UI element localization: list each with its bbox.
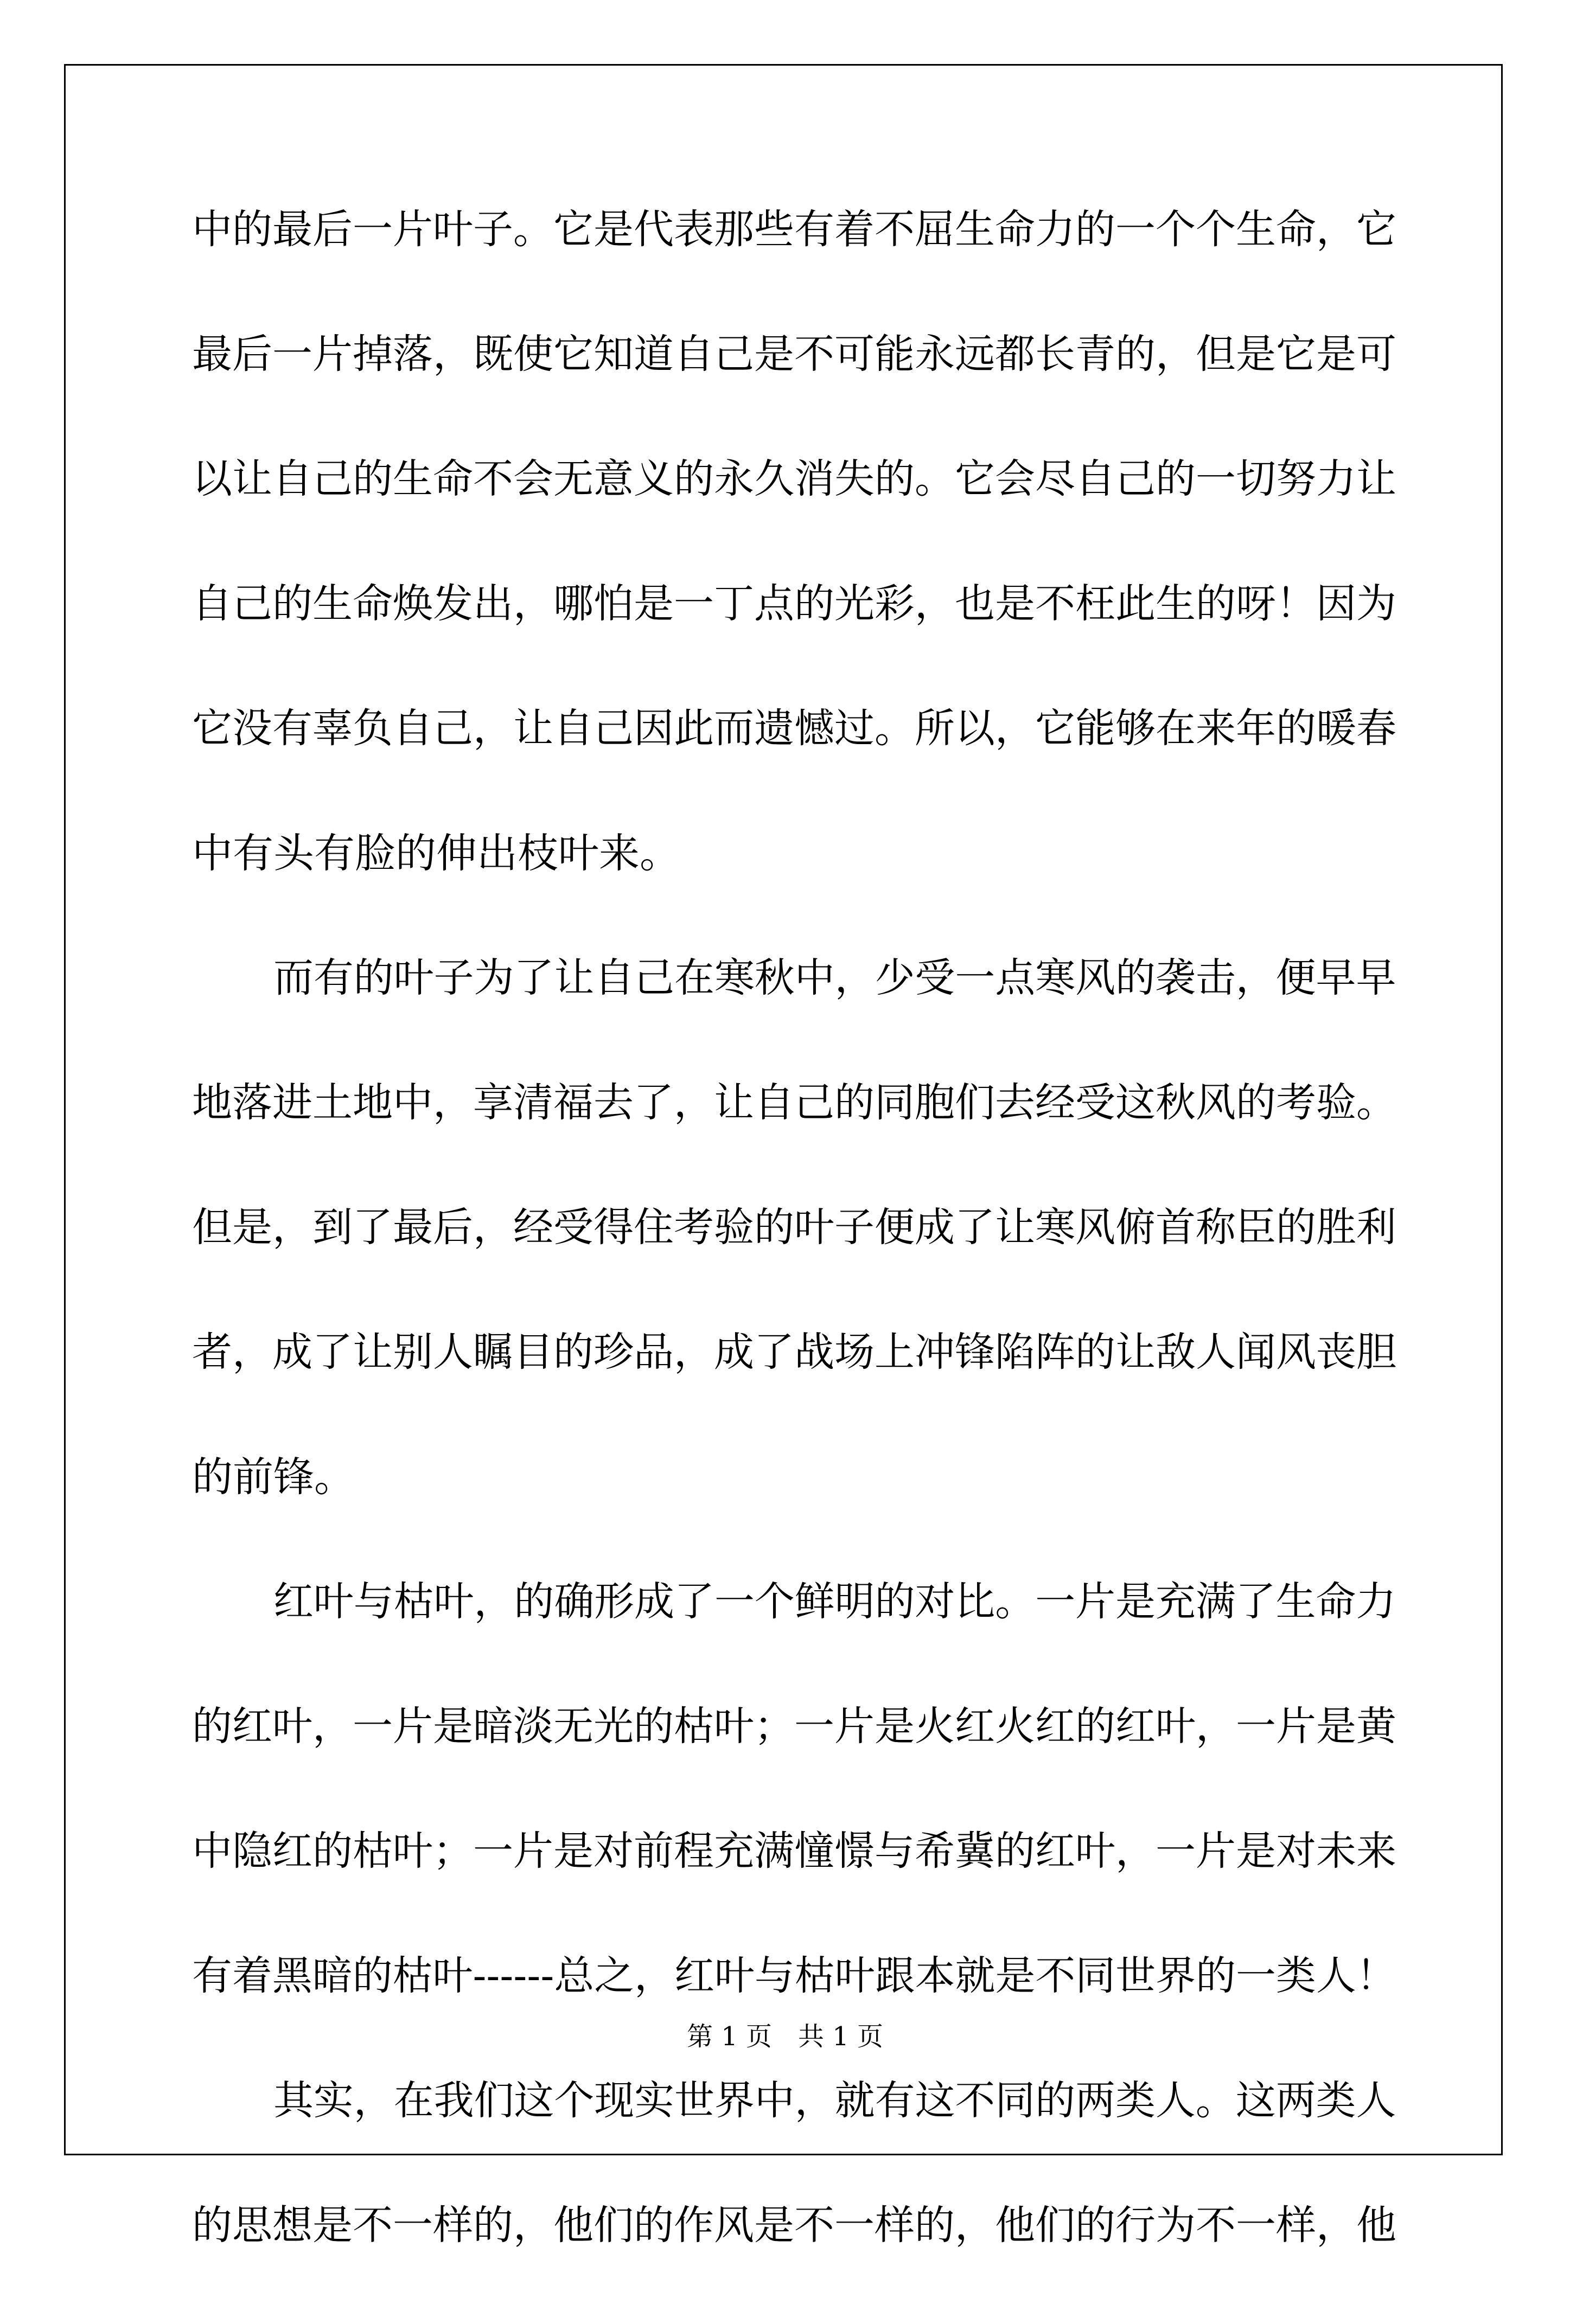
- page-footer: [0, 2020, 1570, 2053]
- text-line: 以让自己的生命不会无意义的永久消失的。它会尽自己的一切努力让: [192, 456, 1396, 502]
- text-line: 者，成了让别人瞩目的珍品，成了战场上冲锋陷阵的让敌人闻风丧胆: [192, 1329, 1396, 1375]
- paragraph-first-line: 红叶与枯叶，的确形成了一个鲜明的对比。一片是充满了生命力: [273, 1578, 1396, 1625]
- page-number-label: 第 1 页 共 1 页: [686, 2021, 884, 2052]
- text-line: 的前锋。: [192, 1453, 355, 1501]
- text-line: 的思想是不一样的，他们的作风是不一样的，他们的行为不一样，他: [192, 2202, 1396, 2249]
- document-body: [192, 203, 1396, 2324]
- text-line: 自己的生命焕发出，哪怕是一丁点的光彩，也是不枉此生的呀！因为: [192, 580, 1396, 627]
- text-line: 中有头有脸的伸出枝叶来。: [192, 829, 681, 877]
- text-line: 它没有辜负自己，让自己因此而遗憾过。所以，它能够在来年的暖春: [192, 705, 1396, 752]
- text-line: 但是，到了最后，经受得住考验的叶子便成了让寒风俯首称臣的胜利: [192, 1204, 1396, 1251]
- text-line: 最后一片掉落，既使它知道自己是不可能永远都长青的，但是它是可: [192, 331, 1396, 377]
- paragraph-first-line: 其实，在我们这个现实世界中，就有这不同的两类人。这两类人: [273, 2077, 1396, 2124]
- paragraph-first-line: 而有的叶子为了让自己在寒秋中，少受一点寒风的袭击，便早早: [273, 955, 1396, 1001]
- text-line: 中的最后一片叶子。它是代表那些有着不屈生命力的一个个生命，它: [192, 206, 1396, 253]
- text-line: 地落进土地中，享清福去了，让自己的同胞们去经受这秋风的考验。: [192, 1079, 1396, 1126]
- text-line: 的红叶，一片是暗淡无光的枯叶；一片是火红火红的红叶，一片是黄: [192, 1703, 1396, 1750]
- text-line: 中隐红的枯叶；一片是对前程充满憧憬与希冀的红叶，一片是对未来: [192, 1828, 1396, 1874]
- text-line: 有着黑暗的枯叶------总之，红叶与枯叶跟本就是不同世界的一类人！: [192, 1952, 1396, 1999]
